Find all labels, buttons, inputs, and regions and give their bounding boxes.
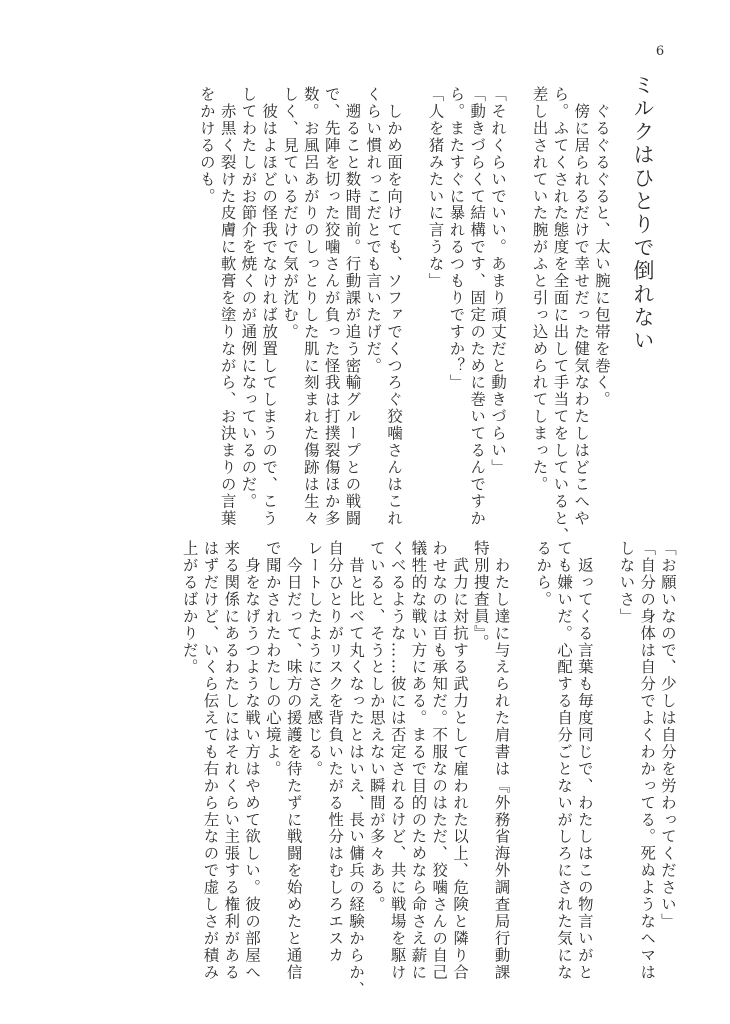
text-line: 来る関係にあるわたしにはそれくらい主張する権利がある xyxy=(222,540,241,981)
text-line: 数。お風呂あがりのしっとりした肌に刻まれた傷跡は生々 xyxy=(301,86,320,527)
text-line: 昔と比べて丸くなったとはいえ、長い傭兵の経験からか、 xyxy=(347,540,366,998)
blank-line xyxy=(512,540,533,960)
text-line: しく、見ているだけで気が沈む。 xyxy=(281,86,300,341)
blank-line xyxy=(404,86,425,506)
text-line: わたし達に与えられた肩書は『外務省海外調査局行動課 xyxy=(492,540,511,981)
top-text-block xyxy=(136,86,612,544)
text-line: 特別捜査員』。 xyxy=(471,540,490,651)
text-line: 「お願いなので、少しは自分を労わってください」 xyxy=(659,540,677,930)
text-line: 上がるばかりだ。 xyxy=(180,540,199,676)
text-line: くべるような……彼には否定されるけど、共に戦場を駆け xyxy=(388,540,407,981)
text-line: 身をなげうつような戦い方はやめて欲しい。彼の部屋へ xyxy=(243,540,262,981)
text-line: 犠牲的な戦い方にある。まるで目的のためなら命さえ薪に xyxy=(409,540,428,981)
text-line: ら。またすぐに暴れるつもりですか？」 xyxy=(447,86,466,392)
text-line: 自分ひとりがリスクを背負いたがる性分はむしろエスカ xyxy=(326,540,345,964)
blank-line xyxy=(595,540,616,960)
text-line: で、先陣を切った狡噛さんが負った怪我は打撲裂傷ほか多 xyxy=(322,86,341,527)
blank-line xyxy=(508,86,529,506)
text-line: わせなのは百も承知だ。不服なのはただ、狡噛さんの自己 xyxy=(430,540,449,981)
text-line: 「動きづらくて結構です、固定のために巻いてるんですか xyxy=(468,86,487,527)
text-line: はずだけど、いくら伝えても右から左なので虚しさが積み xyxy=(201,540,220,981)
text-line: をかけるのも。 xyxy=(197,86,216,205)
page-number: 6 xyxy=(655,44,665,59)
text-line: しないさ」 xyxy=(617,540,636,625)
text-line: ていると、そうとしか思えない瞬間が多々ある。 xyxy=(367,540,386,913)
text-line: ても嫌いだ。心配する自分ごとないがしろにされた気にな xyxy=(555,540,574,981)
text-line: レートしたようにさえ感じる。 xyxy=(305,540,324,778)
text-line: ぐるぐるぐると、太い腕に包帯を巻く。 xyxy=(593,86,611,409)
text-line: で聞かされたわたしの心境よ。 xyxy=(263,540,282,778)
bottom-text-block xyxy=(102,540,678,998)
text-line: 「自分の身体は自分でよくわかってる。死ぬようなヘマは xyxy=(638,540,657,981)
text-line: 赤黒く裂けた皮膚に軟膏を塗りながら、お決まりの言葉 xyxy=(218,86,237,527)
text-line: 遡ること数時間前。行動課が追う密輸グループとの戦闘 xyxy=(343,86,362,527)
text-line: 差し出されていた腕がふと引っ込められてしまった。 xyxy=(530,86,549,493)
text-line: くらい慣れっこだとでも言いたげだ。 xyxy=(364,86,383,375)
text-line: 今日だって、味方の援護を待たずに戦闘を始めたと通信 xyxy=(284,540,303,981)
chapter-title: ミルクはひとりで倒れない xyxy=(631,74,655,353)
text-line: 彼はよほどの怪我でなければ放置してしまうので、こう xyxy=(260,86,279,527)
text-line: ら。ふてくされた態度を全面に出して手当てをしていると、 xyxy=(551,86,570,544)
text-line: るから。 xyxy=(534,540,553,608)
text-line: 返ってくる言葉も毎度同じで、わたしはこの物言いがと xyxy=(575,540,594,981)
text-line: 「それくらいでいい。あまり頑丈だと動きづらい」 xyxy=(489,86,508,476)
text-line: 「人を猪みたいに言うな」 xyxy=(426,86,445,290)
text-line: してわたしがお節介を焼くのが通例になっているのだ。 xyxy=(239,86,258,510)
text-line: しかめ面を向けても、ソファでくつろぐ狡噛さんはこれ xyxy=(385,86,404,527)
text-line: 武力に対抗する武力として雇われた以上、危険と隣り合 xyxy=(451,540,470,981)
text-line: 傍に居られるだけで幸せだった健気なわたしはどこへや xyxy=(572,86,591,527)
